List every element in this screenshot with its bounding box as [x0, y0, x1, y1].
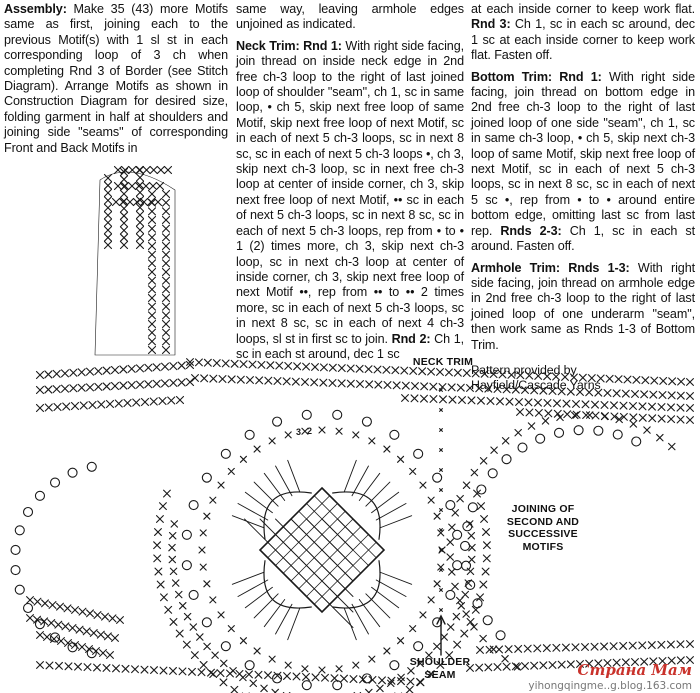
stitch-diagram [0, 150, 700, 693]
neck-trim-rnd3-heading: Rnd 3: [471, 17, 511, 32]
neck-trim-text: With right side facing, join thread on inside neck edge in 2nd free ch-3 loop to the right of last joined loop of shoulder "seam", ch 1, sc in same loop, • ch 5, skip next free loop of same Motif, skip next free loop of next Motif, sc in each of next 5 ch-3 loops, sc in next 8 sc, sc in each of next 5 ch-3 loops •, ch 3, skip next ch-3 loop, sc in next free ch-3 loop at center of inside corner, ch 3, skip next free loop of next Motif, •• sc in each of next 5 ch-3 loops, sc in next 8 sc, sc in each of next 5 ch-3 loops, rep from • to • 1 (2) times more, ch 3, skip next ch-3 loop, sc in next ch-3 loop at center of inside corner, ch 3, skip next free loop of next Motif ••, rep from •• to •• 2 times more, sc in each of next 5 ch-3 loops, sc in next 8 sc, sc in each of next 4 ch-3 loops, sl st in first sc to join. [236, 38, 464, 346]
neck-trim-label: NECK TRIM [412, 356, 474, 368]
joining-label-line-3: SUCCESSIVE [508, 528, 578, 540]
neck-trim-cont-text: at each inside corner to keep work flat. [471, 2, 695, 16]
neck-trim-rnd2-text: Ch 1, sc in each st around, dec 1 sc [236, 331, 465, 361]
neck-trim-continued [471, 2, 695, 64]
shoulder-seam-label [400, 656, 480, 681]
neck-trim-rnd3-text: Ch 1, sc in each sc around, dec 1 sc at each inside corner to keep work flat. Fasten off. [471, 17, 695, 63]
joining-label-line-2: SECOND AND [506, 515, 580, 528]
instructions-column-1 [4, 2, 228, 156]
round-marker-2: 2 [307, 426, 313, 436]
joining-label [488, 503, 598, 553]
assembly-text: Make 35 (43) more Motifs same as first, joining each to the previous Motif(s) with 1 sl st in each corresponding loop of 3 ch when completing Rnd 3 of Border (see Stitch Diagram). Arrange Motifs as shown in Construction Diagram for desired size, folding garment in half at shoulders and joining side "seams" of corresponding Front and Back Motifs in [4, 2, 228, 155]
watermark-url: yihongqingme..g.blog.163.com [528, 680, 692, 692]
bottom-trim-text: With right side facing, join thread on bottom edge in 2nd free ch-3 loop to the right of last joined loop of one side "seam", ch 1, sc in same ch-3 loop, • ch 5, skip next ch-3 loop of same Motif, skip next free loop of next Motif, sc in each of next 5 ch-3 loops, sc in next 8 sc, sc in each of next 5 sc •, rep from • to • around entire bottom edge, omitting last sc from last rep. [471, 69, 695, 238]
shoulder-label-line-2: SEAM [424, 668, 456, 681]
watermark-brand: Страна Мам [577, 661, 692, 679]
bottom-trim-rnds-text: Ch 1, sc in each st around. Fasten off. [471, 223, 695, 254]
assembly-heading: Assembly: [4, 2, 67, 16]
armhole-trim-text: With right side facing, join thread on armhole edge in 2nd free ch-3 loop to the right of last joined loop of one underarm "seam", then work same as Rnds 1-3 of Bottom Trim. [471, 260, 695, 352]
joining-label-line-4: MOTIFS [522, 540, 564, 553]
joining-label-line-1: JOINING OF [511, 503, 575, 515]
bottom-trim-heading: Bottom Trim: Rnd 1: [471, 69, 602, 84]
credit-line-1: Pattern provided by [471, 362, 577, 377]
armhole-trim-heading: Armhole Trim: Rnds 1-3: [471, 260, 630, 275]
bottom-trim-rnds-heading: Rnds 2-3: [492, 223, 562, 238]
assembly-paragraph [4, 2, 228, 156]
assembly-continued: same way, leaving armhole edges unjoined as indicated. [236, 2, 464, 32]
credit-line-2: Hayfield/Cascade Yarns [471, 377, 601, 392]
neck-trim-heading: Neck Trim: Rnd 1: [236, 38, 342, 53]
shoulder-label-line-1: SHOULDER [409, 656, 471, 668]
round-marker-3: 3 [296, 427, 302, 437]
neck-trim-rnd2-heading: Rnd 2: [387, 331, 431, 346]
